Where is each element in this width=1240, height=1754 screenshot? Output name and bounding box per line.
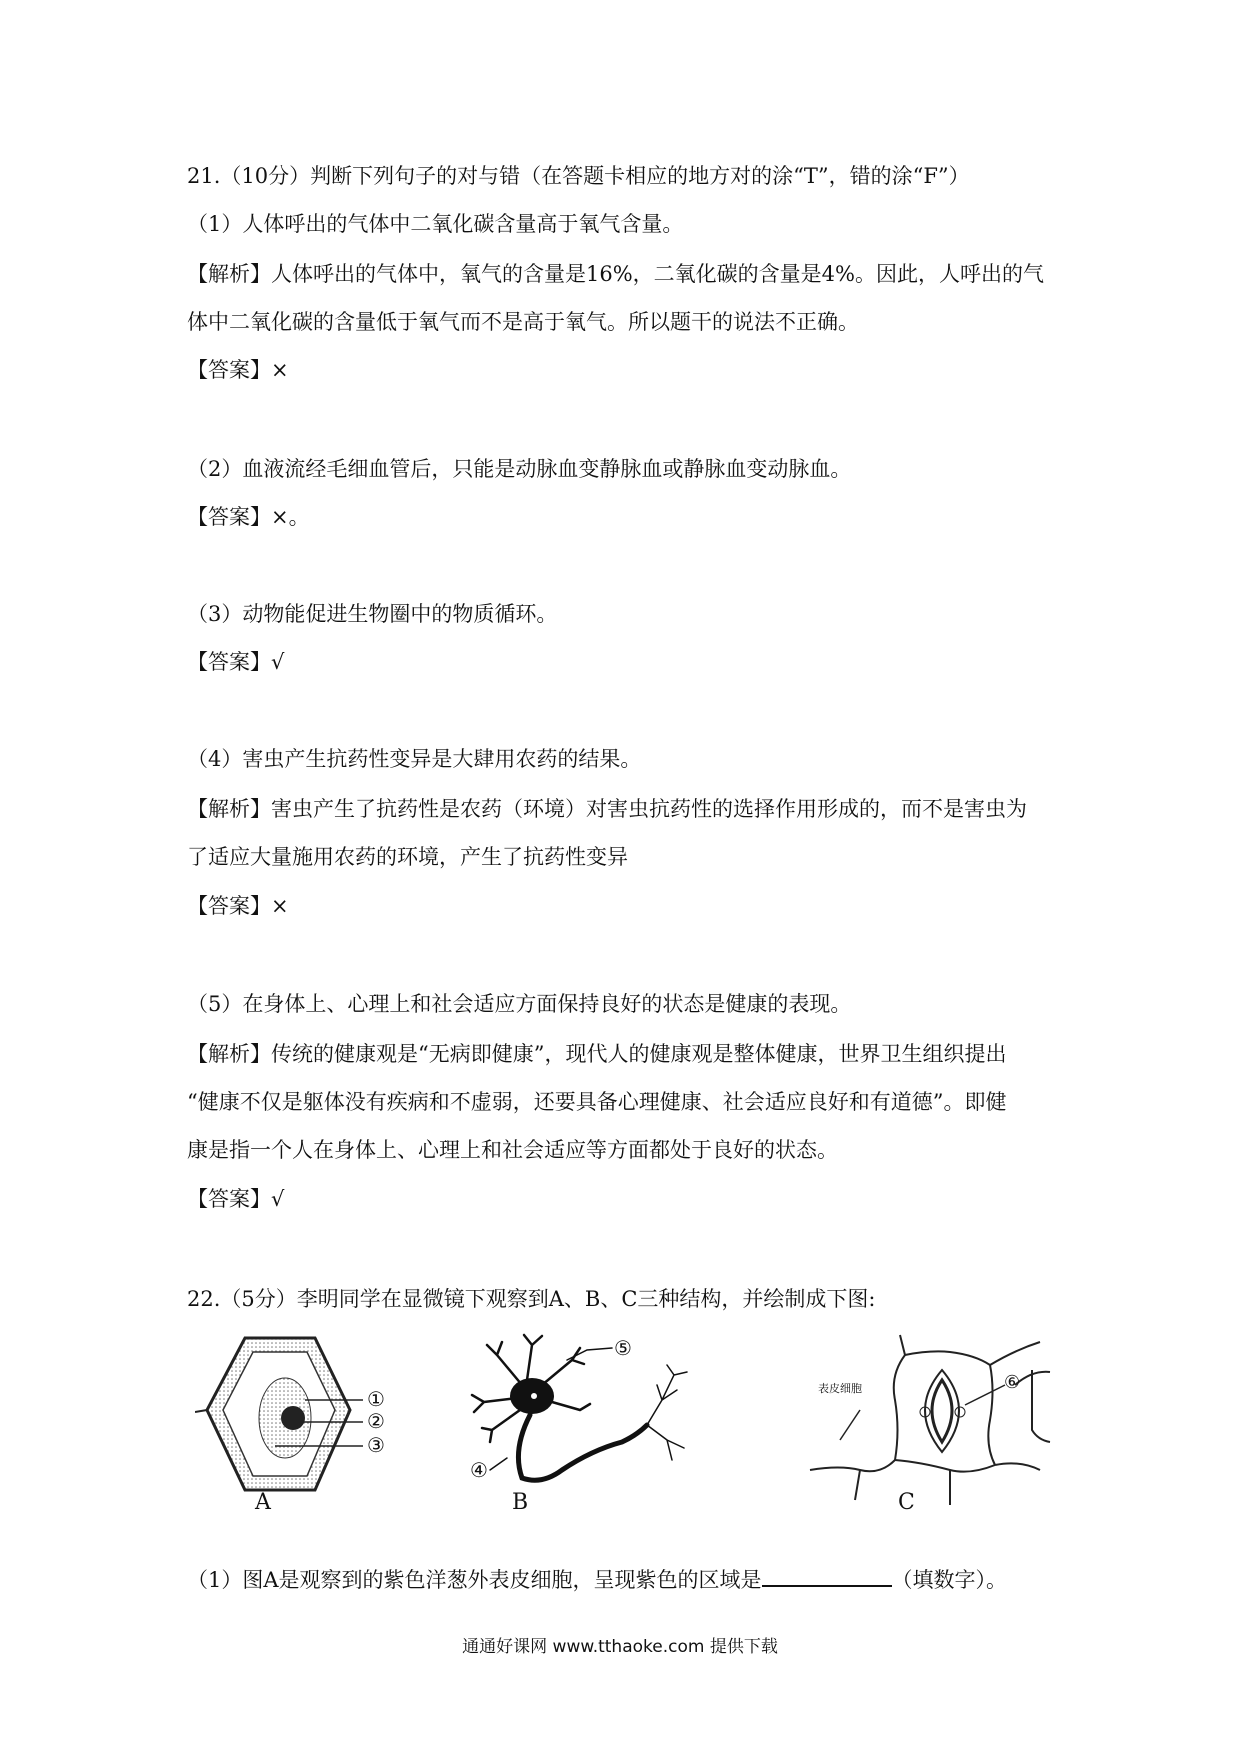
- figure-a-caption: A: [255, 1490, 271, 1515]
- dendrite: [552, 1402, 590, 1410]
- axon-terminal: [647, 1365, 687, 1460]
- q21-item2-answer: 【答案】×。: [187, 505, 310, 529]
- figure-b-neuron: [462, 1330, 722, 1530]
- figure-a-onion-cell: [195, 1330, 435, 1530]
- epidermal-cell-wall: [988, 1365, 995, 1465]
- epidermal-cell-wall: [1015, 1370, 1050, 1442]
- label-5: ⑤: [614, 1336, 632, 1360]
- epidermal-cell-wall: [900, 1335, 905, 1355]
- label-epidermal-cell: 表皮细胞: [818, 1382, 862, 1395]
- q21-title: 21.（10分）判断下列句子的对与错（在答题卡相应的地方对的涂“T”，错的涂“F”）: [187, 164, 970, 188]
- q21-item4-analysis-line1: 【解析】害虫产生了抗药性是农药（环境）对害虫抗药性的选择作用形成的，而不是害虫为: [187, 797, 1027, 821]
- label-6: ⑥: [1004, 1372, 1021, 1393]
- figure-b-caption: B: [512, 1490, 529, 1515]
- epidermal-cell-wall: [810, 1460, 895, 1471]
- epidermal-cell-wall: [995, 1463, 1040, 1470]
- q21-item5-answer: 【答案】√: [187, 1187, 285, 1211]
- label-2: ②: [367, 1409, 385, 1433]
- pointer-line: [490, 1458, 507, 1470]
- epidermal-cell-wall: [894, 1355, 905, 1460]
- q21-item4-analysis-line2: 了适应大量施用农药的环境，产生了抗药性变异: [187, 845, 628, 869]
- q21-item5-analysis-line3: 康是指一个人在身体上、心理上和社会适应等方面都处于良好的状态。: [187, 1138, 838, 1162]
- q22-sub1: [187, 1565, 1007, 1594]
- dendrite: [524, 1335, 542, 1380]
- q21-item1-analysis-line2: 体中二氧化碳的含量低于氧气而不是高于氧气。所以题干的说法不正确。: [187, 310, 859, 334]
- epidermal-cell-wall: [855, 1470, 860, 1500]
- label-1: ①: [367, 1387, 385, 1411]
- q21-item2-question: （2）血液流经毛细血管后，只能是动脉血变静脉血或静脉血变动脉血。: [187, 457, 852, 481]
- epidermal-cell-wall: [905, 1351, 990, 1365]
- dendrite: [482, 1410, 520, 1442]
- q22-sub1-suffix: （填数字）。: [891, 1568, 1008, 1592]
- answer-blank: [762, 1565, 892, 1587]
- q21-item5-question: （5）在身体上、心理上和社会适应方面保持良好的状态是健康的表现。: [187, 992, 852, 1016]
- q21-item5-analysis-line2: “健康不仅是躯体没有疾病和不虚弱，还要具备心理健康、社会适应良好和有道德”。即健: [187, 1090, 1007, 1114]
- nucleus: [281, 1406, 305, 1430]
- dendrite: [542, 1348, 584, 1385]
- q21-item1-analysis-line1: 【解析】人体呼出的气体中，氧气的含量是16%，二氧化碳的含量是4%。因此，人呼出的气: [187, 262, 1044, 286]
- epidermal-cell-wall: [895, 1460, 995, 1472]
- label-4: ④: [470, 1458, 488, 1482]
- label-3: ③: [367, 1433, 385, 1457]
- q21-item4-answer: 【答案】×: [187, 894, 289, 918]
- q22-title: 22.（5分）李明同学在显微镜下观察到A、B、C三种结构，并绘制成下图:: [187, 1287, 876, 1311]
- dendrite: [487, 1342, 522, 1385]
- q21-item3-answer: 【答案】√: [187, 650, 285, 674]
- q22-sub1-text: （1）图A是观察到的紫色洋葱外表皮细胞，呈现紫色的区域是: [187, 1568, 762, 1592]
- figure-c-caption: C: [898, 1490, 915, 1515]
- axon: [518, 1415, 647, 1480]
- pointer-line: [840, 1410, 860, 1440]
- q21-item4-question: （4）害虫产生抗药性变异是大肆用农药的结果。: [187, 747, 642, 771]
- stoma-opening: [932, 1380, 952, 1442]
- epidermal-cell-wall: [990, 1342, 1040, 1365]
- q21-item5-analysis-line1: 【解析】传统的健康观是“无病即健康”，现代人的健康观是整体健康，世界卫生组织提出: [187, 1042, 1007, 1066]
- q21-item3-question: （3）动物能促进生物圈中的物质循环。: [187, 602, 558, 626]
- figure-c-stomata: [800, 1330, 1060, 1530]
- q21-item1-question: （1）人体呼出的气体中二氧化碳含量高于氧气含量。: [187, 212, 684, 236]
- pointer-line: [965, 1385, 1005, 1405]
- page-footer: 通通好课网 www.tthaoke.com 提供下载: [462, 1637, 778, 1657]
- q21-item1-answer: 【答案】×: [187, 358, 289, 382]
